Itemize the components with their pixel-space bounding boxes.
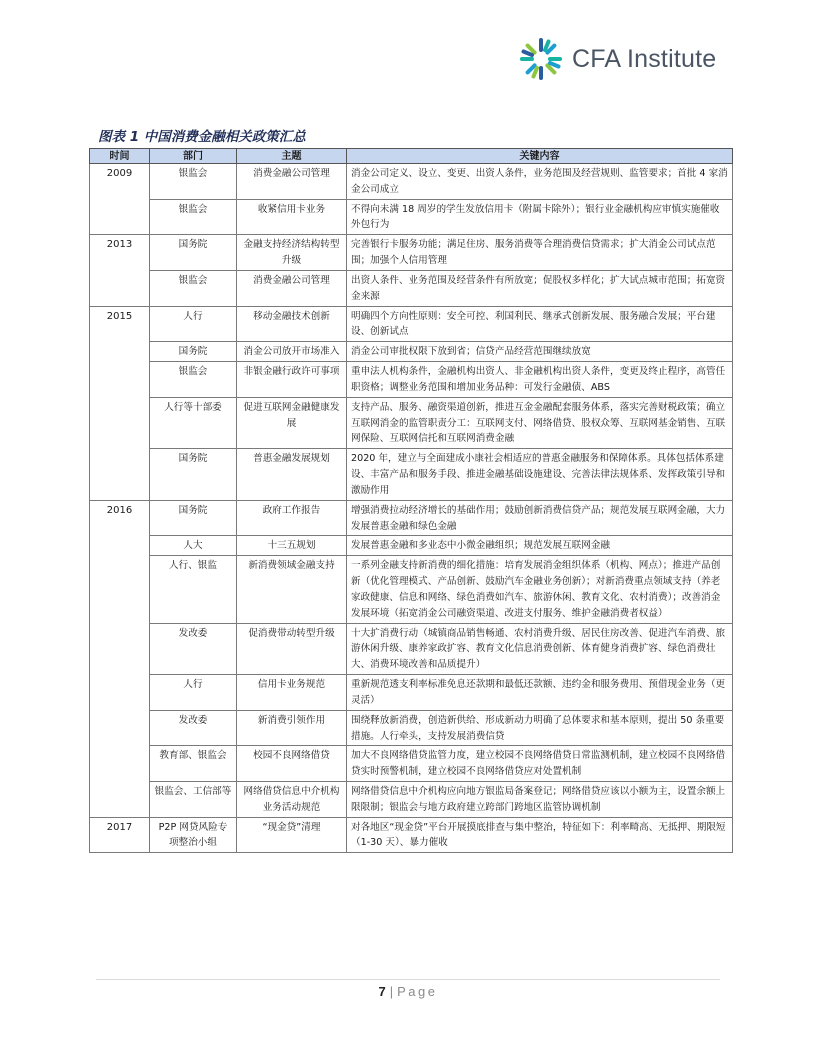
header-key-content: 关键内容 bbox=[347, 149, 733, 164]
table-row bbox=[90, 306, 733, 342]
topic-cell: 收紧信用卡业务 bbox=[237, 199, 347, 235]
content-cell: 十大扩消费行动（城镇商品销售畅通、农村消费升级、居民住房改善、促进汽车消费、旅游休闲升级、康养家政扩容、教育文化信息消费创新、体育健身消费扩容、绿色消费壮大、消费环境改善和品质提升） bbox=[347, 623, 733, 674]
table-row bbox=[90, 397, 733, 448]
topic-cell: 消金公司放开市场准入 bbox=[237, 342, 347, 362]
year-cell: 2009 bbox=[90, 164, 150, 235]
topic-cell: “现金贷”清理 bbox=[237, 817, 347, 853]
topic-cell: 金融支持经济结构转型升级 bbox=[237, 235, 347, 271]
content-cell: 发展普惠金融和多业态中小微金融组织；规范发展互联网金融 bbox=[347, 536, 733, 556]
table-row bbox=[90, 623, 733, 674]
content-cell: 消金公司审批权限下放到省；信贷产品经营范围继续放宽 bbox=[347, 342, 733, 362]
department-cell: 国务院 bbox=[150, 235, 237, 271]
table-row bbox=[90, 556, 733, 623]
table-row bbox=[90, 342, 733, 362]
table-header-row bbox=[90, 149, 733, 164]
topic-cell: 校园不良网络借贷 bbox=[237, 746, 347, 782]
department-cell: 发改委 bbox=[150, 710, 237, 746]
content-cell: 围绕释放新消费，创造新供给、形成新动力明确了总体要求和基本原则，提出 50 条重要措施。人行牵头，支持发展消费信贷 bbox=[347, 710, 733, 746]
department-cell: P2P 网贷风险专项整治小组 bbox=[150, 817, 237, 853]
department-cell: 人行 bbox=[150, 306, 237, 342]
department-cell: 国务院 bbox=[150, 449, 237, 500]
footer-separator: | bbox=[389, 984, 394, 999]
year-cell: 2013 bbox=[90, 235, 150, 306]
year-cell: 2017 bbox=[90, 817, 150, 853]
content-cell: 支持产品、服务、融资渠道创新，推进互金金融配套服务体系，落实完善财税政策；确立互联网消金的监管职责分工：互联网支付、网络借贷、股权众筹、互联网基金销售、互联网保险、互联网信托和互联网消费金融 bbox=[347, 397, 733, 448]
department-cell: 银监会 bbox=[150, 362, 237, 398]
year-cell: 2016 bbox=[90, 500, 150, 817]
table-row bbox=[90, 781, 733, 817]
footer-divider bbox=[96, 979, 720, 980]
table-row bbox=[90, 710, 733, 746]
content-cell: 不得向未满 18 周岁的学生发放信用卡（附属卡除外）；银行业金融机构应审慎实施催收外包行为 bbox=[347, 199, 733, 235]
content-cell: 重新规范透支利率标准免息还款期和最低还款额、违约金和服务费用、预借现金业务（更灵活） bbox=[347, 675, 733, 711]
department-cell: 银监会 bbox=[150, 270, 237, 306]
table-row bbox=[90, 675, 733, 711]
topic-cell: 普惠金融发展规划 bbox=[237, 449, 347, 500]
content-cell: 出资人条件、业务范围及经营条件有所放宽；促股权多样化；扩大试点城市范围；拓宽资金来源 bbox=[347, 270, 733, 306]
department-cell: 国务院 bbox=[150, 500, 237, 536]
table-row bbox=[90, 362, 733, 398]
content-cell: 明确四个方向性原则：安全可控、利国利民、继承式创新发展、服务融合发展；平台建设、创新试点 bbox=[347, 306, 733, 342]
topic-cell: 移动金融技术创新 bbox=[237, 306, 347, 342]
department-cell: 教育部、银监会 bbox=[150, 746, 237, 782]
table-row bbox=[90, 235, 733, 271]
cfa-globe-icon bbox=[518, 36, 564, 82]
page-number: 7 bbox=[378, 984, 386, 999]
table-row bbox=[90, 500, 733, 536]
brand-name: CFA Institute bbox=[572, 44, 717, 73]
table-row bbox=[90, 536, 733, 556]
topic-cell: 政府工作报告 bbox=[237, 500, 347, 536]
content-cell: 2020 年，建立与全面建成小康社会相适应的普惠金融服务和保障体系。具体包括体系建设、丰富产品和服务手段、推进金融基础设施建设、完善法律法规体系、发挥政策引导和激励作用 bbox=[347, 449, 733, 500]
table-row bbox=[90, 199, 733, 235]
topic-cell: 消费金融公司管理 bbox=[237, 164, 347, 200]
content-cell: 增强消费拉动经济增长的基础作用；鼓励创新消费信贷产品；规范发展互联网金融，大力发展普惠金融和绿色金融 bbox=[347, 500, 733, 536]
page-label: Page bbox=[397, 984, 438, 999]
table-row bbox=[90, 746, 733, 782]
table-row bbox=[90, 164, 733, 200]
page-footer bbox=[0, 984, 816, 999]
topic-cell: 新消费引领作用 bbox=[237, 710, 347, 746]
department-cell: 人行、银监 bbox=[150, 556, 237, 623]
department-cell: 人行 bbox=[150, 675, 237, 711]
topic-cell: 促消费带动转型升级 bbox=[237, 623, 347, 674]
content-cell: 对各地区“现金贷”平台开展摸底排查与集中整治，特征如下：利率畸高、无抵押、期限短（1-30 天）、暴力催收 bbox=[347, 817, 733, 853]
department-cell: 银监会 bbox=[150, 199, 237, 235]
topic-cell: 消费金融公司管理 bbox=[237, 270, 347, 306]
table-row bbox=[90, 817, 733, 853]
table-row bbox=[90, 449, 733, 500]
department-cell: 银监会、工信部等 bbox=[150, 781, 237, 817]
content-cell: 消金公司定义、设立、变更、出资人条件，业务范围及经营规则、监管要求；首批 4 家消金公司成立 bbox=[347, 164, 733, 200]
policy-table bbox=[89, 148, 733, 853]
table-row bbox=[90, 270, 733, 306]
content-cell: 重申法人机构条件，金融机构出资人、非金融机构出资人条件，变更及终止程序，高管任职资格；调整业务范围和增加业务品种：可发行金融债、ABS bbox=[347, 362, 733, 398]
department-cell: 人大 bbox=[150, 536, 237, 556]
department-cell: 发改委 bbox=[150, 623, 237, 674]
topic-cell: 信用卡业务规范 bbox=[237, 675, 347, 711]
header-time: 时间 bbox=[90, 149, 150, 164]
content-cell: 一系列金融支持新消费的细化措施：培育发展消金组织体系（机构、网点）；推进产品创新（优化管理模式、产品创新、鼓励汽车金融业务创新）；对新消费重点领域支持（养老家政健康、信息和网络、绿色消费如汽车、旅游休闲、教育文化、农村消费）；改善消金发展环境（拓宽消金公司融资渠道、改进支付服务、维护金融消费者权益） bbox=[347, 556, 733, 623]
department-cell: 人行等十部委 bbox=[150, 397, 237, 448]
cfa-institute-logo bbox=[518, 36, 728, 82]
header-department: 部门 bbox=[150, 149, 237, 164]
header-topic: 主题 bbox=[237, 149, 347, 164]
topic-cell: 非银金融行政许可事项 bbox=[237, 362, 347, 398]
year-cell: 2015 bbox=[90, 306, 150, 500]
content-cell: 加大不良网络借贷监管力度，建立校园不良网络借贷日常监测机制，建立校园不良网络借贷实时预警机制，建立校园不良网络借贷应对处置机制 bbox=[347, 746, 733, 782]
topic-cell: 促进互联网金融健康发展 bbox=[237, 397, 347, 448]
topic-cell: 网络借贷信息中介机构业务活动规范 bbox=[237, 781, 347, 817]
topic-cell: 十三五规划 bbox=[237, 536, 347, 556]
content-cell: 网络借贷信息中介机构应向地方银监局备案登记；网络借贷应该以小额为主，设置余额上限限制；银监会与地方政府建立跨部门跨地区监管协调机制 bbox=[347, 781, 733, 817]
department-cell: 国务院 bbox=[150, 342, 237, 362]
topic-cell: 新消费领域金融支持 bbox=[237, 556, 347, 623]
content-cell: 完善银行卡服务功能；满足住房、服务消费等合理消费信贷需求；扩大消金公司试点范围；加强个人信用管理 bbox=[347, 235, 733, 271]
figure-caption: 图表 1 中国消费金融相关政策汇总 bbox=[98, 129, 306, 145]
department-cell: 银监会 bbox=[150, 164, 237, 200]
